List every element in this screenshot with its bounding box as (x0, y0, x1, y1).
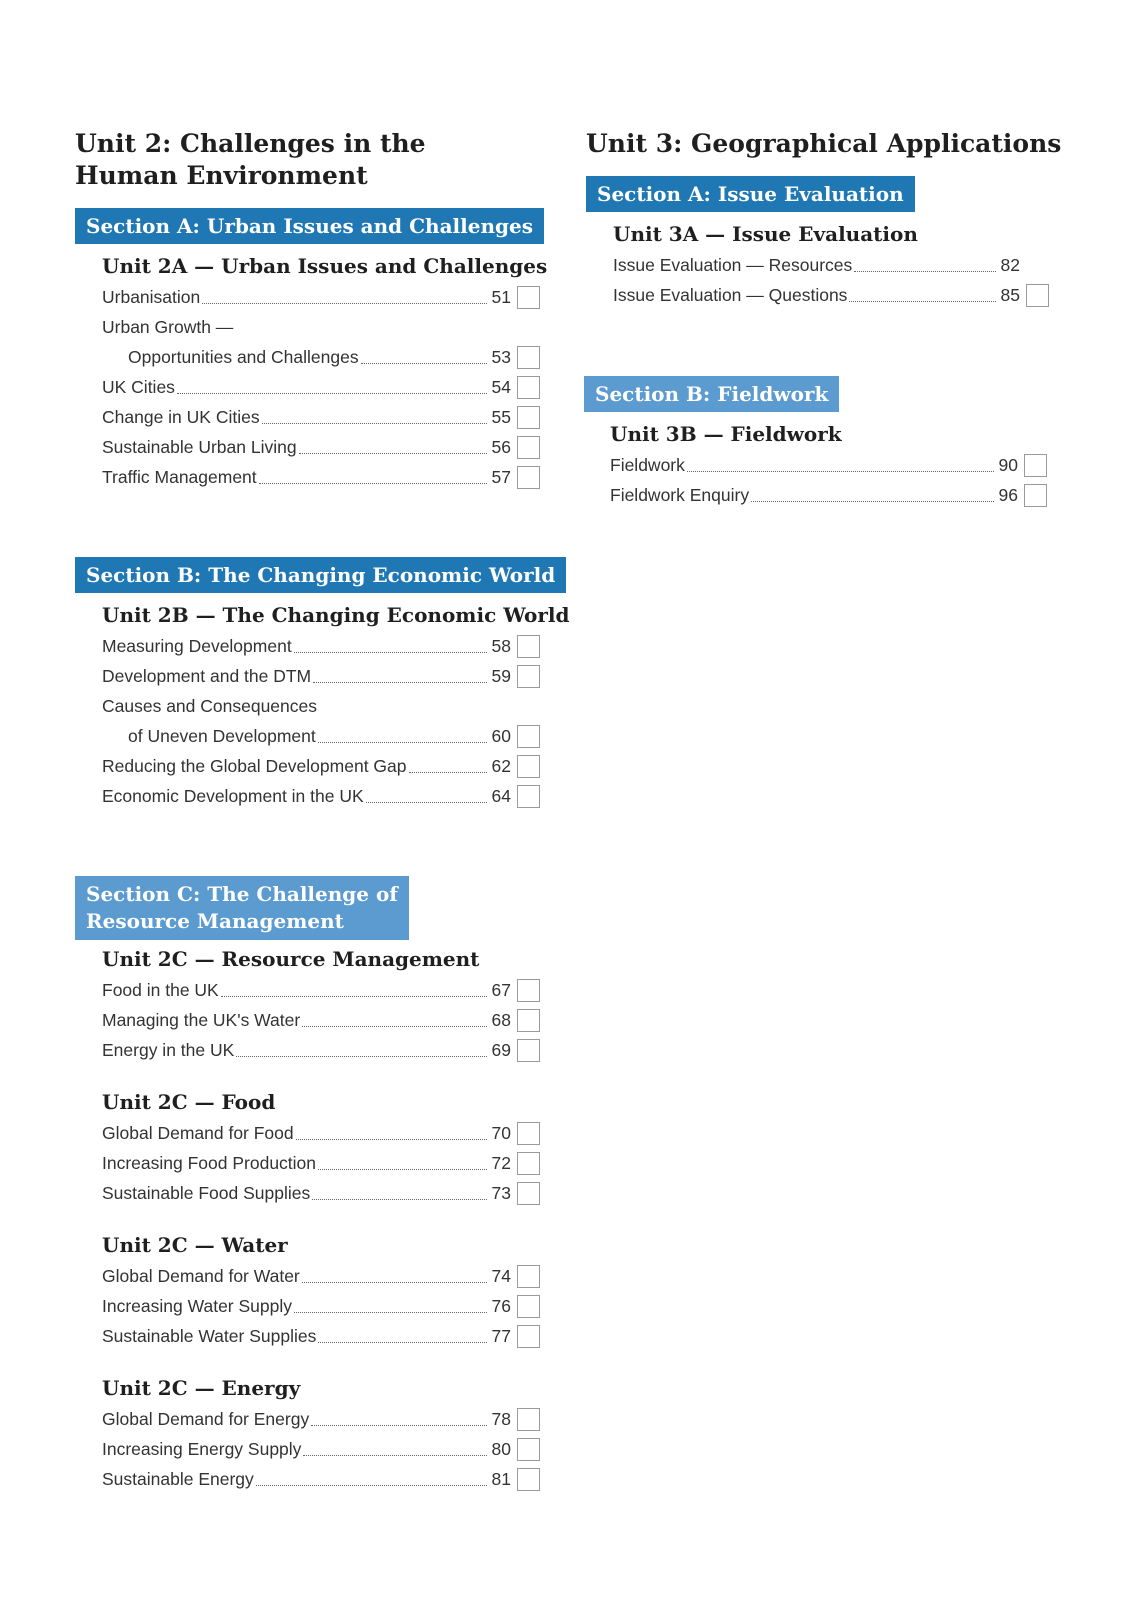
toc-entry-fieldwork[interactable]: Fieldwork 90 (610, 450, 1047, 480)
unit-2b-heading: Unit 2B — The Changing Economic World (102, 603, 570, 627)
section-a-banner: Section A: Urban Issues and Challenges (75, 208, 544, 244)
checkbox[interactable] (517, 376, 540, 399)
section-b-fieldwork-banner: Section B: Fieldwork (584, 376, 839, 412)
checkbox[interactable] (517, 1408, 540, 1431)
toc-entry-increasing-water[interactable]: Increasing Water Supply 76 (102, 1291, 540, 1321)
checkbox[interactable] (1024, 454, 1047, 477)
checkbox[interactable] (517, 785, 540, 808)
checkbox[interactable] (517, 1039, 540, 1062)
toc-entry-sustainable-urban-living[interactable]: Sustainable Urban Living 56 (102, 432, 540, 462)
unit-3a-heading: Unit 3A — Issue Evaluation (613, 222, 918, 246)
toc-entry-opportunities[interactable]: Opportunities and Challenges 53 (102, 342, 540, 372)
toc-entry-uneven-development[interactable]: of Uneven Development 60 (102, 721, 540, 751)
checkbox[interactable] (517, 1438, 540, 1461)
unit-3b-heading: Unit 3B — Fieldwork (610, 422, 842, 446)
checkbox[interactable] (517, 286, 540, 309)
checkbox[interactable] (517, 665, 540, 688)
checkbox[interactable] (517, 466, 540, 489)
checkbox[interactable] (517, 1152, 540, 1175)
checkbox[interactable] (517, 406, 540, 429)
toc-entry-issue-resources[interactable]: Issue Evaluation — Resources 82 (613, 254, 1020, 275)
checkbox[interactable] (517, 1468, 540, 1491)
toc-entry-economic-development-uk[interactable]: Economic Development in the UK 64 (102, 781, 540, 811)
section-c-banner: Section C: The Challenge of Resource Management (75, 876, 409, 940)
unit-2-title: Unit 2: Challenges in the Human Environment (75, 129, 426, 190)
checkbox[interactable] (517, 346, 540, 369)
toc-entry-global-demand-food[interactable]: Global Demand for Food 70 (102, 1118, 540, 1148)
toc-entry-food-uk[interactable]: Food in the UK 67 (102, 975, 540, 1005)
toc-entry-measuring-development[interactable]: Measuring Development 58 (102, 631, 540, 661)
checkbox[interactable] (517, 635, 540, 658)
unit-2c-food-heading: Unit 2C — Food (102, 1090, 276, 1114)
checkbox[interactable] (517, 1009, 540, 1032)
toc-entry-development-dtm[interactable]: Development and the DTM 59 (102, 661, 540, 691)
toc-entry-sustainable-energy[interactable]: Sustainable Energy 81 (102, 1464, 540, 1494)
toc-entry-sustainable-food[interactable]: Sustainable Food Supplies 73 (102, 1178, 540, 1208)
toc-entry-traffic-management[interactable]: Traffic Management 57 (102, 462, 540, 492)
checkbox[interactable] (517, 1265, 540, 1288)
checkbox[interactable] (517, 755, 540, 778)
toc-entry-fieldwork-enquiry[interactable]: Fieldwork Enquiry 96 (610, 480, 1047, 510)
toc-entry-increasing-food[interactable]: Increasing Food Production 72 (102, 1148, 540, 1178)
checkbox[interactable] (1024, 484, 1047, 507)
checkbox[interactable] (517, 725, 540, 748)
toc-entry-energy-uk[interactable]: Energy in the UK 69 (102, 1035, 540, 1065)
checkbox[interactable] (517, 1295, 540, 1318)
toc-entry-managing-water[interactable]: Managing the UK's Water 68 (102, 1005, 540, 1035)
unit-2c-energy-heading: Unit 2C — Energy (102, 1376, 301, 1400)
toc-entry-sustainable-water[interactable]: Sustainable Water Supplies 77 (102, 1321, 540, 1351)
checkbox[interactable] (517, 1325, 540, 1348)
checkbox[interactable] (517, 1122, 540, 1145)
section-b-banner: Section B: The Changing Economic World (75, 557, 566, 593)
toc-entry-increasing-energy[interactable]: Increasing Energy Supply 80 (102, 1434, 540, 1464)
toc-entry-urban-growth: Urban Growth — (102, 317, 234, 337)
checkbox[interactable] (517, 436, 540, 459)
toc-entry-causes-consequences: Causes and Consequences (102, 696, 318, 716)
toc-entry-urbanisation[interactable]: Urbanisation 51 (102, 282, 540, 312)
toc-entry-issue-questions[interactable]: Issue Evaluation — Questions 85 (613, 280, 1049, 310)
unit-2a-heading: Unit 2A — Urban Issues and Challenges (102, 254, 548, 278)
checkbox[interactable] (517, 979, 540, 1002)
unit-3-title: Unit 3: Geographical Applications (586, 129, 1062, 158)
toc-entry-uk-cities[interactable]: UK Cities 54 (102, 372, 540, 402)
checkbox[interactable] (517, 1182, 540, 1205)
toc-entry-global-demand-water[interactable]: Global Demand for Water 74 (102, 1261, 540, 1291)
unit-2c-water-heading: Unit 2C — Water (102, 1233, 288, 1257)
unit-2c-resource-heading: Unit 2C — Resource Management (102, 947, 480, 971)
section-a-issue-banner: Section A: Issue Evaluation (586, 176, 915, 212)
toc-entry-change-uk-cities[interactable]: Change in UK Cities 55 (102, 402, 540, 432)
toc-entry-reducing-gap[interactable]: Reducing the Global Development Gap 62 (102, 751, 540, 781)
toc-entry-global-demand-energy[interactable]: Global Demand for Energy 78 (102, 1404, 540, 1434)
checkbox[interactable] (1026, 284, 1049, 307)
